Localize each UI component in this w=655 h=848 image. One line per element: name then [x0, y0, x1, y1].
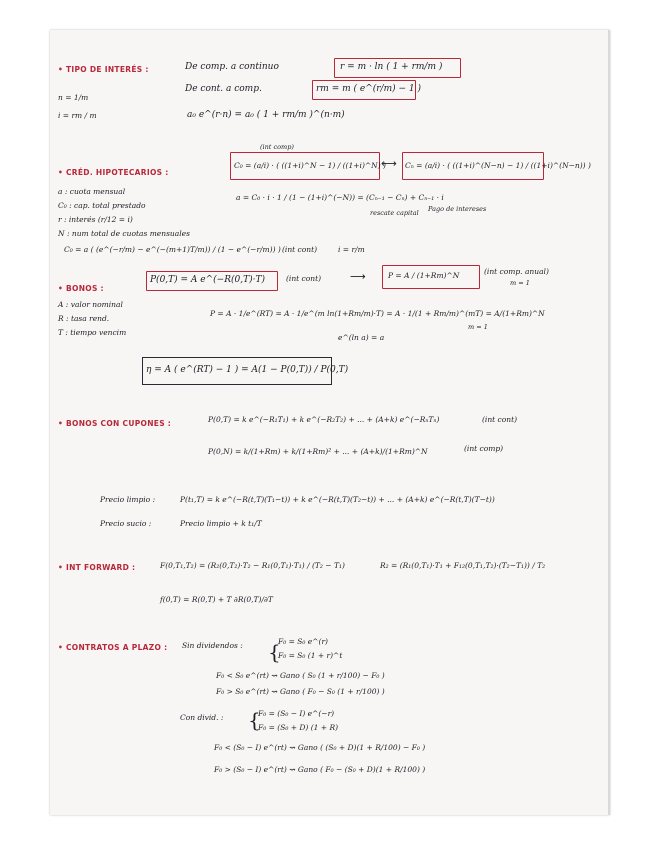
c0-cont-formula: C₀ = a ( (e^(−r/m) − e^(−(m+1)T/m)) / (1 − e^(−r/m)) ): [64, 245, 281, 254]
con-div-cont: F₀ = (S₀ − I) e^(−r): [258, 709, 335, 718]
section-cred-hipotecarios: • CRÉD. HIPOTECARIOS :: [58, 168, 169, 177]
def-a: a : cuota mensual: [58, 187, 126, 196]
cont-to-comp-formula: rm = m ( e^(r/m) − 1 ): [316, 84, 421, 94]
precio-sucio-label: Precio sucio :: [100, 519, 152, 528]
arbitrage-case-1: F₀ < S₀ e^(rt) ⇝ Gano ( S₀ (1 + r/100) − F₀ ): [216, 671, 385, 680]
bond-comp-formula: P = A / (1+Rm)^N: [388, 271, 460, 280]
c0-formula: C₀ = (a/i) · ( ((1+i)^N − 1) / ((1+i)^N) ): [234, 161, 386, 170]
eta-formula: η = A ( e^(RT) − 1 ) = A(1 − P(0,T)) / P(0,T): [146, 365, 349, 375]
e-ln-rule: e^(ln a) = a: [338, 333, 385, 342]
int-comp-label: (int comp): [260, 143, 294, 151]
section-contratos-plazo: • CONTRATOS A PLAZO :: [58, 643, 168, 652]
coupon-cont-formula: P(0,T) = k e^(−R₁T₁) + k e^(−R₂T₂) + ... + (A+k) e^(−RₙTₙ): [208, 415, 440, 424]
sin-div-cont: F₀ = S₀ e^(r): [278, 637, 328, 646]
sin-div-comp: F₀ = S₀ (1 + r)^t: [278, 651, 343, 660]
def-r: r : interés (r/12 = i): [58, 215, 133, 224]
int-comp-anual-label: (int comp. anual): [484, 267, 549, 276]
arbitrage-case-2: F₀ > S₀ e^(rt) ⇝ Gano ( F₀ − S₀ (1 + r/100) ): [216, 687, 385, 696]
arbitrage-case-4: F₀ > (S₀ − I) e^(rt) ⇝ Gano ( F₀ − (S₀ + D)(1 + R/100) ): [214, 765, 426, 774]
arrow-icon: ⟶: [350, 270, 366, 283]
precio-sucio-formula: Precio limpio + k t₁/T: [180, 519, 262, 528]
def-tiempo-vencim: T : tiempo vencim: [58, 328, 127, 337]
int-comp-label: (int comp): [464, 444, 504, 453]
precio-limpio-formula: P(t₁,T) = k e^(−R(t,T)(T₁−t)) + k e^(−R(t,T)(T₂−t)) + ... + (A+k) e^(−R(t,T)(T−t)): [180, 495, 495, 504]
instant-forward-formula: f(0,T) = R(0,T) + T ∂R(0,T)/∂T: [160, 595, 273, 604]
def-tasa-rend: R : tasa rend.: [58, 314, 110, 323]
coupon-comp-formula: P(0,N) = k/(1+Rm) + k/(1+Rm)² + ... + (A+k)/(1+Rm)^N: [208, 447, 428, 456]
con-div-comp: F₀ = (S₀ + D) (1 + R): [258, 723, 339, 732]
equivalence-formula: a₀ e^(r·n) = a₀ ( 1 + rm/m )^(n·m): [187, 110, 345, 120]
a-formula: a = C₀ · i · 1 / (1 − (1+i)^(−N)) = (Cₙ₋₁ − Cₙ) + Cₙ₋₁ · i: [236, 193, 444, 202]
sin-dividendos-label: Sin dividendos :: [182, 641, 243, 650]
con-dividendos-label: Con divid. :: [180, 713, 224, 722]
int-cont-label: (int cont): [482, 415, 518, 424]
comp-to-cont-formula: r = m · ln ( 1 + rm/m ): [340, 62, 443, 72]
def-c0: C₀ : cap. total prestado: [58, 201, 146, 210]
section-bonos: • BONOS :: [58, 284, 104, 293]
section-bonos-cupones: • BONOS CON CUPONES :: [58, 419, 172, 428]
def-n: N : num total de cuotas mensuales: [58, 229, 190, 238]
forward-rate-formula: F(0,T₁,T₂) = (R₂(0,T₂)·T₂ − R₁(0,T₁)·T₁) / (T₂ − T₁): [160, 561, 345, 570]
bond-cont-formula: P(0,T) = A e^(−R(0,T)·T): [150, 275, 265, 285]
comp-to-cont-label: De comp. a continuo: [185, 62, 279, 72]
section-tipo-interes: • TIPO DE INTERÉS :: [58, 65, 149, 74]
notes-page: [50, 30, 610, 815]
precio-limpio-label: Precio limpio :: [100, 495, 156, 504]
brace-icon: {: [268, 640, 281, 664]
bond-equivalence-chain: P = A · 1/e^(RT) = A · 1/e^(m ln(1+Rm/m)·T) = A · 1/(1 + Rm/m)^(mT) = A/(1+Rm)^N: [210, 309, 545, 318]
arrow-icon: ⟷: [381, 157, 397, 170]
i-equation: i = r/m: [338, 245, 365, 254]
pago-intereses-label: Pago de intereses: [428, 205, 487, 213]
n-definition: n = 1/m: [58, 93, 89, 102]
arbitrage-case-3: F₀ < (S₀ − I) e^(rt) ⇝ Gano ( (S₀ + D)(1 + R/100) − F₀ ): [214, 743, 426, 752]
def-valor-nominal: A : valor nominal: [58, 300, 123, 309]
rescate-capital-label: rescate capital: [370, 209, 419, 217]
cn-formula: Cₙ = (a/i) · ( ((1+i)^(N−n) − 1) / ((1+i)^(N−n)) ): [405, 161, 591, 170]
m-equals-one: m = 1: [510, 279, 530, 287]
int-cont-label: (int cont): [282, 245, 318, 254]
cont-to-comp-label: De cont. a comp.: [185, 84, 262, 94]
i-definition: i = rm / m: [58, 111, 97, 120]
brace-icon: {: [248, 708, 261, 732]
m-equals-one: m = 1: [468, 323, 488, 331]
section-int-forward: • INT FORWARD :: [58, 563, 136, 572]
r2-formula: R₂ = (R₁(0,T₁)·T₁ + F₁₂(0,T₁,T₂)·(T₂−T₁)) / T₂: [380, 561, 546, 570]
int-cont-label: (int cont): [286, 274, 322, 283]
